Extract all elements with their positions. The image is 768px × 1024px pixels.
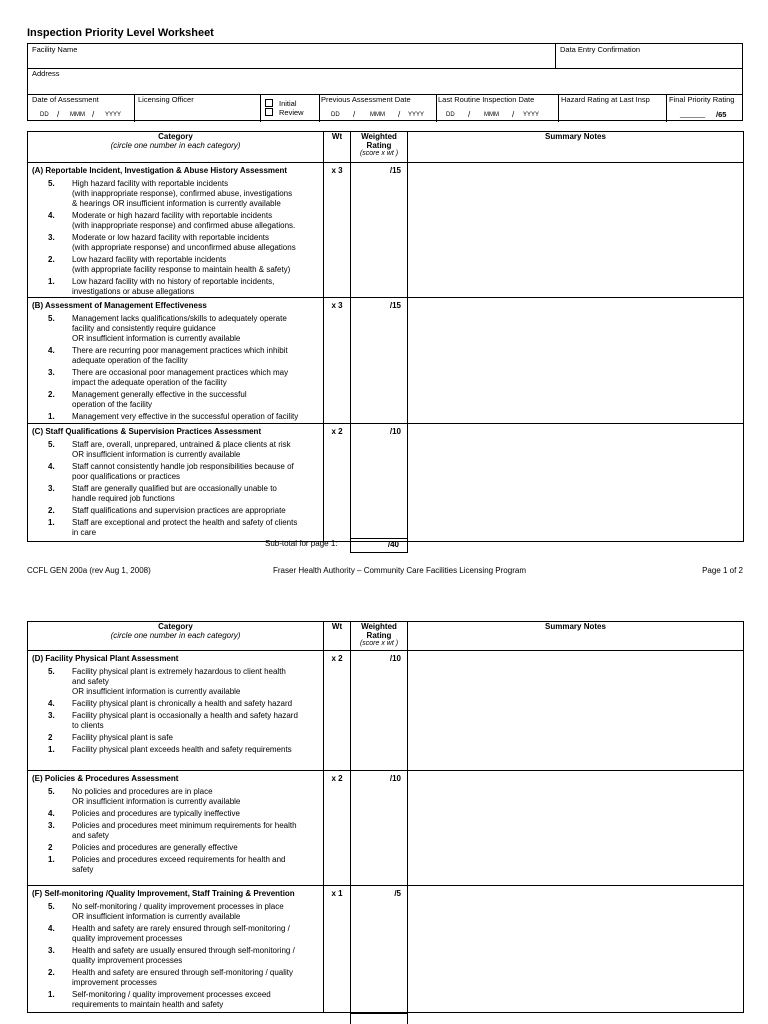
summary-notes-field[interactable] [408,886,744,1013]
yyyy-label: YYYY [105,112,122,118]
rating-description: Staff qualifications and supervision practices are appropriate [72,506,286,515]
weight-value: x 2 [324,771,351,886]
rating-option[interactable] [28,390,323,410]
rating-option[interactable] [28,733,323,743]
rating-description: Policies and procedures meet minimum requirements for health [72,821,297,830]
section-row [28,771,744,886]
weight-value: x 3 [324,163,351,298]
rating-description: requirements to maintain health and safety [72,1000,224,1009]
address-field[interactable]: Address [32,69,60,78]
rating-description: No self-monitoring / quality improvement processes in place [72,902,284,911]
dd-label: DD [446,112,455,118]
rating-number[interactable]: 3. [48,821,55,830]
weighted-rating-field[interactable]: /10 [351,771,408,886]
footer-page-number: Page 1 of 2 [702,566,743,575]
review-label: Review [279,108,304,117]
rating-option[interactable] [28,462,323,482]
slash: / [353,110,356,119]
rating-number[interactable]: 3. [48,233,55,242]
rating-option[interactable] [28,233,323,253]
weighted-label: Weighted [361,132,397,141]
summary-notes-field[interactable] [408,651,744,771]
rating-description: Health and safety are rarely ensured through self-monitoring / [72,924,290,933]
rating-description: Policies and procedures are generally effective [72,843,238,852]
weight-value: x 2 [324,651,351,771]
dd-label: DD [40,112,49,118]
rating-description: poor qualifications or practices [72,472,181,481]
summary-notes-field[interactable] [408,163,744,298]
rating-header [351,622,408,651]
rating-description: Staff are, overall, unprepared, untrained & place clients at risk [72,440,291,449]
category-header [28,622,324,651]
rating-number[interactable]: 1. [48,518,55,527]
slash: / [398,110,401,119]
rating-option[interactable] [28,843,323,853]
rating-description: Staff cannot consistently handle job responsibilities because of [72,462,294,471]
rating-option[interactable] [28,518,323,538]
rating-number[interactable]: 1. [48,277,55,286]
rating-number[interactable]: 1. [48,745,55,754]
wt-header: Wt [324,132,351,163]
rating-description: There are occasional poor management practices which may [72,368,289,377]
rating-number[interactable]: 1. [48,412,55,421]
rating-description: Management lacks qualifications/skills to adequately operate [72,314,287,323]
rating-option[interactable] [28,990,323,1010]
rating-description: safety [72,865,94,874]
section-title: (A) Reportable Incident, Investigation & Abuse History Assessment [32,166,288,175]
rating-option[interactable] [28,821,323,841]
subtotal-box-page-2[interactable] [350,1013,408,1024]
section-criteria [28,886,324,1013]
rating-number[interactable]: 4. [48,211,55,220]
worksheet-table-page-2 [27,621,744,1013]
rating-description: impact the adequate operation of the facility [72,378,227,387]
section-criteria [28,424,324,542]
rating-number[interactable]: 4. [48,699,55,708]
rating-number[interactable]: 1. [48,855,55,864]
category-note: (circle one number in each category) [110,141,241,150]
header-form [27,43,743,121]
rating-description: (with appropriate response) and unconfirmed abuse allegations [72,243,296,252]
rating-description: and safety [72,831,109,840]
rating-number[interactable]: 5. [48,667,55,676]
mmm-label: MMM [370,112,385,118]
footer-form-number: CCFL GEN 200a (rev Aug 1, 2008) [27,566,151,575]
weighted-rating-field[interactable]: /5 [351,886,408,1013]
rating-description: improvement processes [72,978,157,987]
rating-option[interactable] [28,787,323,807]
slash: / [512,110,515,119]
slash: / [57,110,60,119]
rating-description: Low hazard facility with reportable incidents [72,255,227,264]
rating-description: No policies and procedures are in place [72,787,213,796]
rating-description: (with inappropriate response) and confirmed abuse allegations. [72,221,296,230]
hazard-rating-label[interactable]: Hazard Rating at Last Insp [561,95,650,104]
rating-option[interactable] [28,946,323,966]
rating-option[interactable] [28,667,323,697]
rating-option[interactable] [28,255,323,275]
rating-option[interactable] [28,809,323,819]
rating-option[interactable] [28,968,323,988]
rating-header [351,132,408,163]
summary-notes-field[interactable] [408,771,744,886]
subtotal-label: Sub-total for page 1: [265,539,338,548]
section-criteria [28,298,324,424]
category-note: (circle one number in each category) [110,631,241,640]
date-of-assessment-label: Date of Assessment [32,95,99,104]
rating-description: OR insufficient information is currently available [72,797,241,806]
rating-label: Rating [366,631,392,640]
rating-number[interactable]: 1. [48,990,55,999]
rating-description: Facility physical plant is occasionally a health and safety hazard [72,711,298,720]
weight-value: x 3 [324,298,351,424]
weighted-rating-field[interactable]: /10 [351,651,408,771]
rating-description: Management generally effective in the successful [72,390,247,399]
rating-number[interactable]: 2. [48,506,55,515]
wt-header: Wt [324,622,351,651]
rating-description: in care [72,528,97,537]
slash: / [468,110,471,119]
weighted-rating-field[interactable]: /15 [351,163,408,298]
review-checkbox[interactable] [265,108,273,116]
rating-description: Moderate or low hazard facility with reportable incidents [72,233,269,242]
rating-description: OR insufficient information is currently available [72,450,241,459]
weight-value: x 2 [324,424,351,542]
rating-description: Low hazard facility with no history of reportable incidents, [72,277,275,286]
rating-number[interactable]: 3. [48,711,55,720]
weighted-rating-field[interactable]: /15 [351,298,408,424]
rating-number[interactable]: 2. [48,968,55,977]
rating-option[interactable] [28,711,323,731]
section-title: (F) Self-monitoring /Quality Improvement, Staff Training & Prevention [32,889,295,898]
rating-description: facility and consistently require guidance [72,324,216,333]
section-criteria [28,163,324,298]
rating-option[interactable] [28,211,323,231]
mmm-label: MMM [484,112,499,118]
section-criteria [28,771,324,886]
rating-number[interactable]: 3. [48,368,55,377]
rating-description: Facility physical plant is chronically a health and safety hazard [72,699,293,708]
final-priority-blank[interactable]: ______ [680,109,706,118]
rating-number[interactable]: 2. [48,390,55,399]
rating-option[interactable] [28,699,323,709]
section-title: (D) Facility Physical Plant Assessment [32,654,179,663]
rating-option[interactable] [28,855,323,875]
rating-description: Facility physical plant is extremely hazardous to client health [72,667,286,676]
rating-description: OR insufficient information is currently available [72,687,241,696]
final-priority-total: /65 [716,110,727,119]
mmm-label: MMM [70,112,85,118]
rating-description: and safety [72,677,109,686]
rating-number[interactable]: 3. [48,946,55,955]
rating-description: Staff are exceptional and protect the health and safety of clients [72,518,298,527]
summary-notes-field[interactable] [408,298,744,424]
rating-description: Management very effective in the successful operation of facility [72,412,299,421]
rating-number[interactable]: 5. [48,902,55,911]
rating-description: (with inappropriate response), confirmed abuse, investigations [72,189,293,198]
rating-description: There are recurring poor management practices which inhibit [72,346,288,355]
rating-label: Rating [366,141,392,150]
section-row [28,298,744,424]
rating-option[interactable] [28,924,323,944]
rating-number[interactable]: 2. [48,255,55,264]
score-note: (score x wt ) [359,640,399,647]
rating-option[interactable] [28,902,323,922]
section-title: (C) Staff Qualifications & Supervision Practices Assessment [32,427,262,436]
header-row-facility [28,44,742,69]
worksheet-table-page-1 [27,131,744,542]
rating-number[interactable]: 5. [48,440,55,449]
subtotal-box[interactable]: /40 [350,538,408,553]
rating-description: adequate operation of the facility [72,356,188,365]
rating-description: Policies and procedures exceed requirements for health and [72,855,286,864]
weighted-label: Weighted [361,622,397,631]
summary-notes-field[interactable] [408,424,744,542]
previous-assessment-label: Previous Assessment Date [321,95,411,104]
rating-number[interactable]: 4. [48,462,55,471]
category-header [28,132,324,163]
rating-description: OR insufficient information is currently available [72,334,241,343]
summary-notes-header: Summary Notes [408,132,744,163]
category-title: Category [158,622,193,631]
rating-number[interactable]: 5. [48,314,55,323]
footer-organization: Fraser Health Authority – Community Care Facilities Licensing Program [273,566,526,575]
rating-description: (with appropriate facility response to maintain health & safety) [72,265,291,274]
rating-description: Self-monitoring / quality improvement processes exceed [72,990,271,999]
score-note: (score x wt ) [359,150,399,157]
section-row [28,424,744,542]
initial-label: Initial [279,99,297,108]
initial-checkbox[interactable] [265,99,273,107]
rating-option[interactable] [28,412,323,422]
weighted-rating-field[interactable]: /10 [351,424,408,542]
rating-option[interactable] [28,440,323,460]
rating-description: Moderate or high hazard facility with reportable incidents [72,211,273,220]
facility-name-field[interactable]: Facility Name [32,45,78,54]
rating-number[interactable]: 4. [48,924,55,933]
data-entry-confirmation-field[interactable]: Data Entry Confirmation [560,45,641,54]
rating-description: Health and safety are usually ensured through self-monitoring / [72,946,295,955]
category-title: Category [158,132,193,141]
rating-number[interactable]: 4. [48,346,55,355]
last-routine-label: Last Routine Inspection Date [438,95,535,104]
rating-description: Facility physical plant is safe [72,733,173,742]
rating-description: operation of the facility [72,400,153,409]
header-row-dates [28,94,742,122]
rating-option[interactable] [28,745,323,755]
section-criteria [28,651,324,771]
rating-description: Facility physical plant exceeds health and safety requirements [72,745,292,754]
rating-description: to clients [72,721,104,730]
rating-description: High hazard facility with reportable incidents [72,179,229,188]
section-row [28,886,744,1013]
page-title: Inspection Priority Level Worksheet [27,27,214,39]
rating-number[interactable]: 2 [48,843,53,852]
licensing-officer-label[interactable]: Licensing Officer [138,95,194,104]
rating-option[interactable] [28,277,323,297]
dd-label: DD [331,112,340,118]
yyyy-label: YYYY [523,112,540,118]
rating-number[interactable]: 5. [48,179,55,188]
rating-number[interactable]: 3. [48,484,55,493]
rating-description: Health and safety are ensured through self-monitoring / quality [72,968,294,977]
slash: / [92,110,95,119]
rating-description: handle required job functions [72,494,175,503]
rating-description: quality improvement processes [72,934,183,943]
summary-notes-header: Summary Notes [408,622,744,651]
rating-description: OR insufficient information is currently available [72,912,241,921]
rating-option[interactable] [28,346,323,366]
section-title: (E) Policies & Procedures Assessment [32,774,179,783]
rating-description: Policies and procedures are typically ineffective [72,809,240,818]
rating-description: & hearings OR insufficient information is currently available [72,199,281,208]
rating-number[interactable]: 5. [48,787,55,796]
rating-option[interactable] [28,314,323,344]
rating-number[interactable]: 2 [48,733,53,742]
header-row-address [28,68,742,95]
section-title: (B) Assessment of Management Effectiveness [32,301,207,310]
section-row [28,163,744,298]
rating-option[interactable] [28,506,323,516]
rating-option[interactable] [28,179,323,209]
weight-value: x 1 [324,886,351,1013]
table-header-row [28,622,744,651]
rating-description: investigations or abuse allegations [72,287,195,296]
rating-description: Staff are generally qualified but are occasionally unable to [72,484,277,493]
final-priority-label: Final Priority Rating [669,95,735,104]
rating-option[interactable] [28,484,323,504]
table-header-row [28,132,744,163]
rating-option[interactable] [28,368,323,388]
rating-description: quality improvement processes [72,956,183,965]
section-row [28,651,744,771]
rating-number[interactable]: 4. [48,809,55,818]
yyyy-label: YYYY [408,112,425,118]
